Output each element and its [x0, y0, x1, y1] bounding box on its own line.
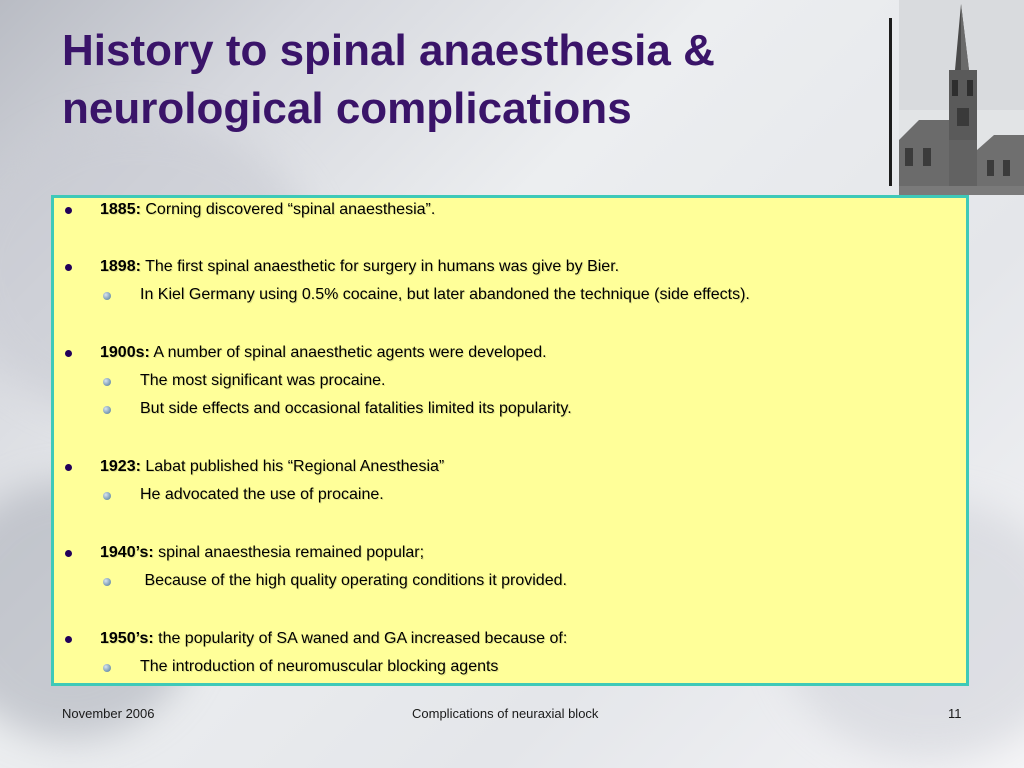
year-label: 1950’s: [100, 630, 154, 647]
bullet-dot [65, 636, 72, 643]
footer-date: November 2006 [62, 706, 155, 721]
year-label: 1900s: [100, 344, 150, 361]
list-item [100, 458, 444, 476]
sub-list-item: In Kiel Germany using 0.5% cocaine, but later abandoned the technique (side effects). [140, 286, 750, 303]
item-text: Corning discovered “spinal anaesthesia”. [140, 201, 436, 218]
item-text: the popularity of SA waned and GA increased because of: [153, 630, 568, 647]
title-line-2: neurological complications [62, 84, 632, 133]
bullet-dot [65, 207, 72, 214]
list-item [100, 201, 435, 219]
bullet-dot [65, 350, 72, 357]
sub-bullet-dot [103, 378, 111, 386]
sub-bullet-dot [103, 292, 111, 300]
year-label: 1923: [100, 458, 141, 475]
title-divider [889, 18, 892, 186]
year-label: 1940’s: [100, 544, 154, 561]
list-item [100, 630, 567, 648]
sub-list-item: But side effects and occasional fatalities limited its popularity. [140, 400, 572, 417]
list-item [100, 344, 547, 362]
bullet-dot [65, 264, 72, 271]
item-text: A number of spinal anaesthetic agents were developed. [149, 344, 547, 361]
year-label: 1885: [100, 201, 141, 218]
item-text: spinal anaesthesia remained popular; [153, 544, 425, 561]
sub-list-item: The most significant was procaine. [140, 372, 386, 389]
sub-list-item: Because of the high quality operating conditions it provided. [140, 572, 567, 589]
year-label: 1898: [100, 258, 141, 275]
slide-number: 11 [948, 706, 962, 721]
sub-bullet-dot [103, 406, 111, 414]
list-item [100, 258, 619, 276]
item-text: The first spinal anaesthetic for surgery in humans was give by Bier. [140, 258, 620, 275]
list-item [100, 544, 424, 562]
bullet-dot [65, 464, 72, 471]
title-line-1: History to spinal anaesthesia & [62, 26, 715, 75]
footer-title: Complications of neuraxial block [412, 706, 599, 721]
sub-bullet-dot [103, 492, 111, 500]
church-spire-photo [899, 0, 1024, 195]
sub-bullet-dot [103, 664, 111, 672]
bullet-dot [65, 550, 72, 557]
sub-list-item: The introduction of neuromuscular blocking agents [140, 658, 499, 675]
sub-list-item: He advocated the use of procaine. [140, 486, 384, 503]
slide-title [62, 22, 862, 138]
sub-bullet-dot [103, 578, 111, 586]
item-text: Labat published his “Regional Anesthesia” [140, 458, 445, 475]
